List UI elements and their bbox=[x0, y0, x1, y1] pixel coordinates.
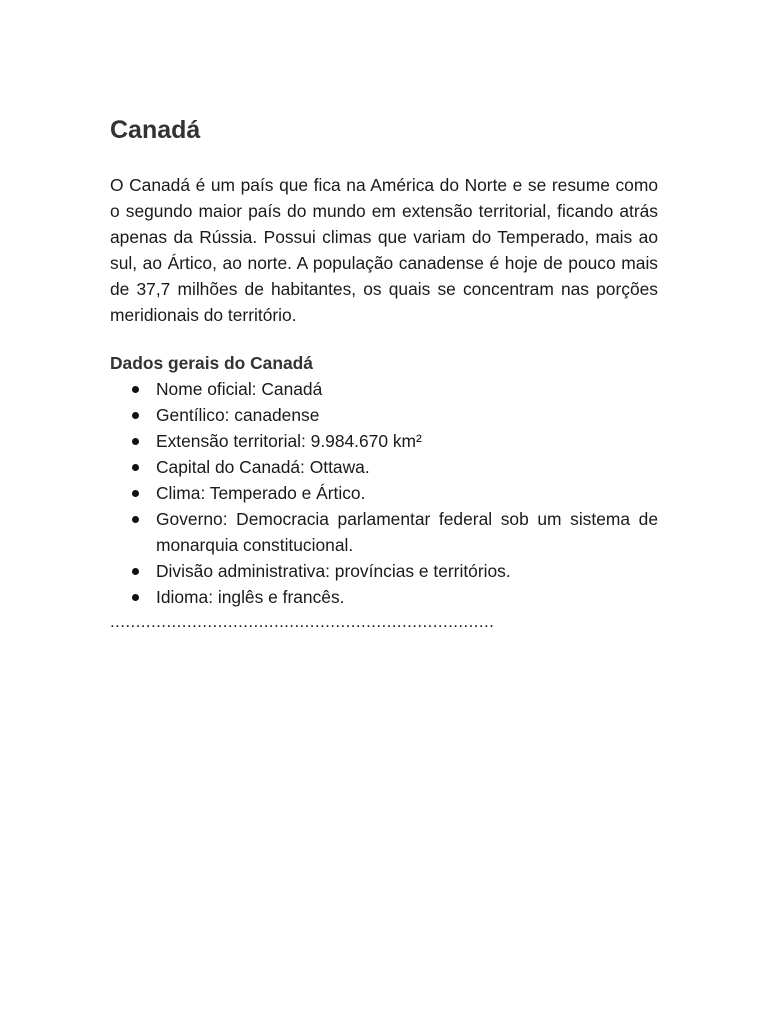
fact-capital bbox=[110, 454, 658, 480]
fact-demonym bbox=[110, 402, 658, 428]
fact-text: Idioma: inglês e francês. bbox=[156, 587, 345, 607]
fact-text: Nome oficial: Canadá bbox=[156, 379, 323, 399]
document-title: Canadá bbox=[110, 116, 201, 144]
bullet-icon bbox=[132, 594, 139, 601]
bullet-icon bbox=[132, 464, 139, 471]
intro-paragraph: O Canadá é um país que fica na América do Norte e se resume como o segundo maior país do mundo em extensão territorial, ficando atrás apenas da Rússia. Possui climas que variam do Temperado, mais ao sul, ao Ártico, ao norte. A população canadense é hoje de pouco mais de 37,7 milhões de habitantes, os quais se concentram nas porções meridionais do território. bbox=[110, 175, 658, 325]
document-page bbox=[110, 110, 658, 633]
bullet-icon bbox=[132, 490, 139, 497]
fact-text: Capital do Canadá: Ottawa. bbox=[156, 457, 370, 477]
dotted-separator: ........................................................................... bbox=[110, 612, 495, 631]
fact-government bbox=[110, 506, 658, 558]
fact-climate bbox=[110, 480, 658, 506]
fact-text: Divisão administrativa: províncias e territórios. bbox=[156, 561, 511, 581]
facts-heading: Dados gerais do Canadá bbox=[110, 353, 313, 373]
fact-official-name bbox=[110, 376, 658, 402]
fact-text: Clima: Temperado e Ártico. bbox=[156, 483, 366, 503]
bullet-icon bbox=[132, 386, 139, 393]
bullet-icon bbox=[132, 438, 139, 445]
fact-text: Extensão territorial: 9.984.670 km² bbox=[156, 431, 422, 451]
bullet-icon bbox=[132, 568, 139, 575]
facts-list bbox=[110, 376, 658, 610]
bullet-icon bbox=[132, 412, 139, 419]
fact-text: Gentílico: canadense bbox=[156, 405, 320, 425]
fact-administrative-division bbox=[110, 558, 658, 584]
fact-language bbox=[110, 584, 658, 610]
fact-territorial-extent bbox=[110, 428, 658, 454]
fact-text: Governo: Democracia parlamentar federal sob um sistema de monarquia constitucional. bbox=[156, 509, 658, 555]
bullet-icon bbox=[132, 516, 139, 523]
